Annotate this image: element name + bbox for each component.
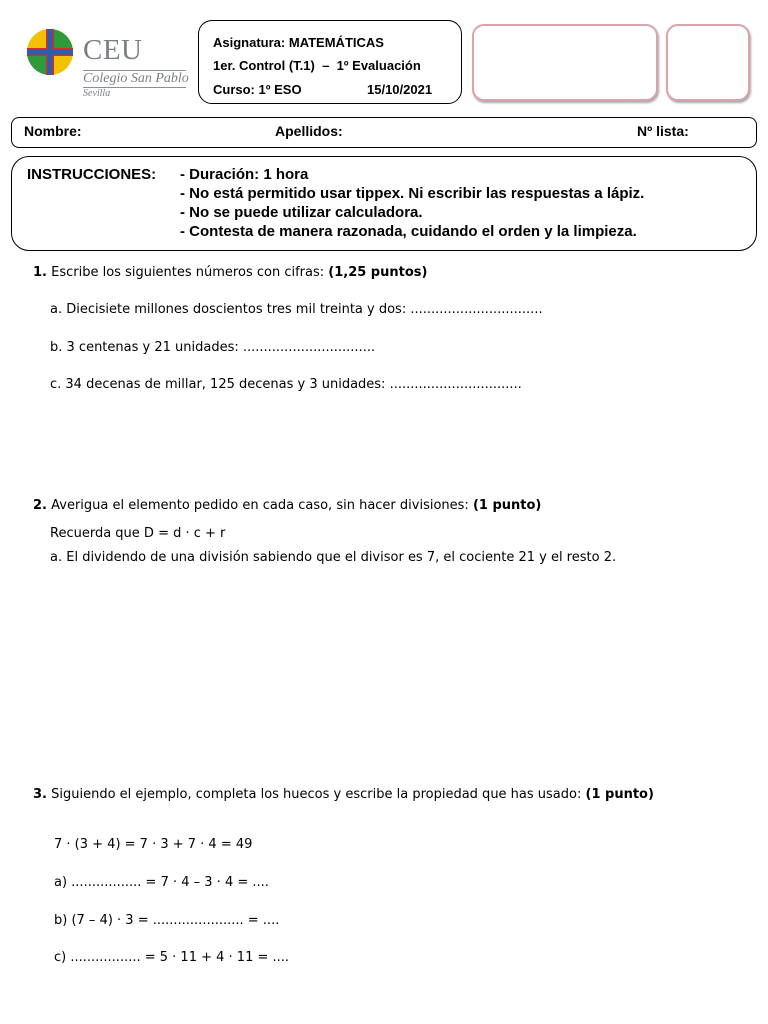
instruction-item: - Contesta de manera razonada, cuidando el orden y la limpieza. xyxy=(180,223,637,240)
grade-box-score xyxy=(666,24,750,101)
grade-box-comments xyxy=(472,24,658,101)
instructions-box xyxy=(11,156,757,251)
question-text: Escribe los siguientes números con cifras: xyxy=(51,265,325,280)
question-3-heading xyxy=(33,787,654,802)
instruction-item: - No se puede utilizar calculadora. xyxy=(180,204,423,221)
question-3-item-a: a) ................. = 7 · 4 – 3 · 4 = .... xyxy=(54,875,269,890)
control-line xyxy=(213,58,421,73)
question-1-heading xyxy=(33,265,427,280)
instruction-item: - No está permitido usar tippex. Ni escribir las respuestas a lápiz. xyxy=(180,185,645,202)
exam-date: 15/10/2021 xyxy=(367,82,433,97)
course-line xyxy=(213,82,302,97)
control-name: 1er. Control (T.1) xyxy=(213,58,315,73)
name-label: Nombre: xyxy=(24,123,82,139)
subject-line xyxy=(213,35,384,50)
subject-value: MATEMÁTICAS xyxy=(288,35,384,50)
question-number: 3. xyxy=(33,787,47,802)
question-points: (1,25 puntos) xyxy=(328,265,428,280)
control-dash: – xyxy=(322,58,330,73)
student-info-row xyxy=(11,117,757,148)
question-1-item-c: c. 34 decenas de millar, 125 decenas y 3 unidades: ................................ xyxy=(50,377,522,392)
surname-label: Apellidos: xyxy=(275,123,343,139)
instruction-item: - Duración: 1 hora xyxy=(180,166,309,183)
evaluation: 1º Evaluación xyxy=(336,58,421,73)
list-number-label: Nº lista: xyxy=(637,123,689,139)
course-value: 1º ESO xyxy=(258,82,302,97)
question-2-item-a: a. El dividendo de una división sabiendo que el divisor es 7, el cociente 21 y el resto 2. xyxy=(50,550,617,565)
instructions-title: INSTRUCCIONES: xyxy=(27,166,157,183)
question-number: 1. xyxy=(33,265,47,280)
question-2-note: Recuerda que D = d · c + r xyxy=(50,526,226,541)
question-2-heading xyxy=(33,498,541,513)
subject-info-box xyxy=(198,20,462,104)
question-3-item-c: c) ................. = 5 · 11 + 4 · 11 = .... xyxy=(54,950,290,965)
logo-city: Sevilla xyxy=(83,88,111,99)
course-label: Curso: xyxy=(213,82,255,97)
question-text: Siguiendo el ejemplo, completa los huecos y escribe la propiedad que has usado: xyxy=(51,787,582,802)
logo-subtitle: Colegio San Pablo xyxy=(83,71,189,86)
question-text: Averigua el elemento pedido en cada caso, sin hacer divisiones: xyxy=(51,498,469,513)
question-3-example: 7 · (3 + 4) = 7 · 3 + 7 · 4 = 49 xyxy=(54,837,253,852)
subject-label: Asignatura: xyxy=(213,35,286,50)
question-points: (1 punto) xyxy=(472,498,542,513)
question-1-item-a: a. Diecisiete millones doscientos tres mil treinta y dos: ................................ xyxy=(50,302,543,317)
school-logo xyxy=(26,28,196,103)
ceu-emblem-icon xyxy=(26,28,74,76)
question-1-item-b: b. 3 centenas y 21 unidades: ................................ xyxy=(50,340,376,355)
question-number: 2. xyxy=(33,498,47,513)
logo-name: CEU xyxy=(83,34,143,66)
question-3-item-b: b) (7 – 4) · 3 = ...................... = .... xyxy=(54,913,280,928)
question-points: (1 punto) xyxy=(585,787,654,802)
